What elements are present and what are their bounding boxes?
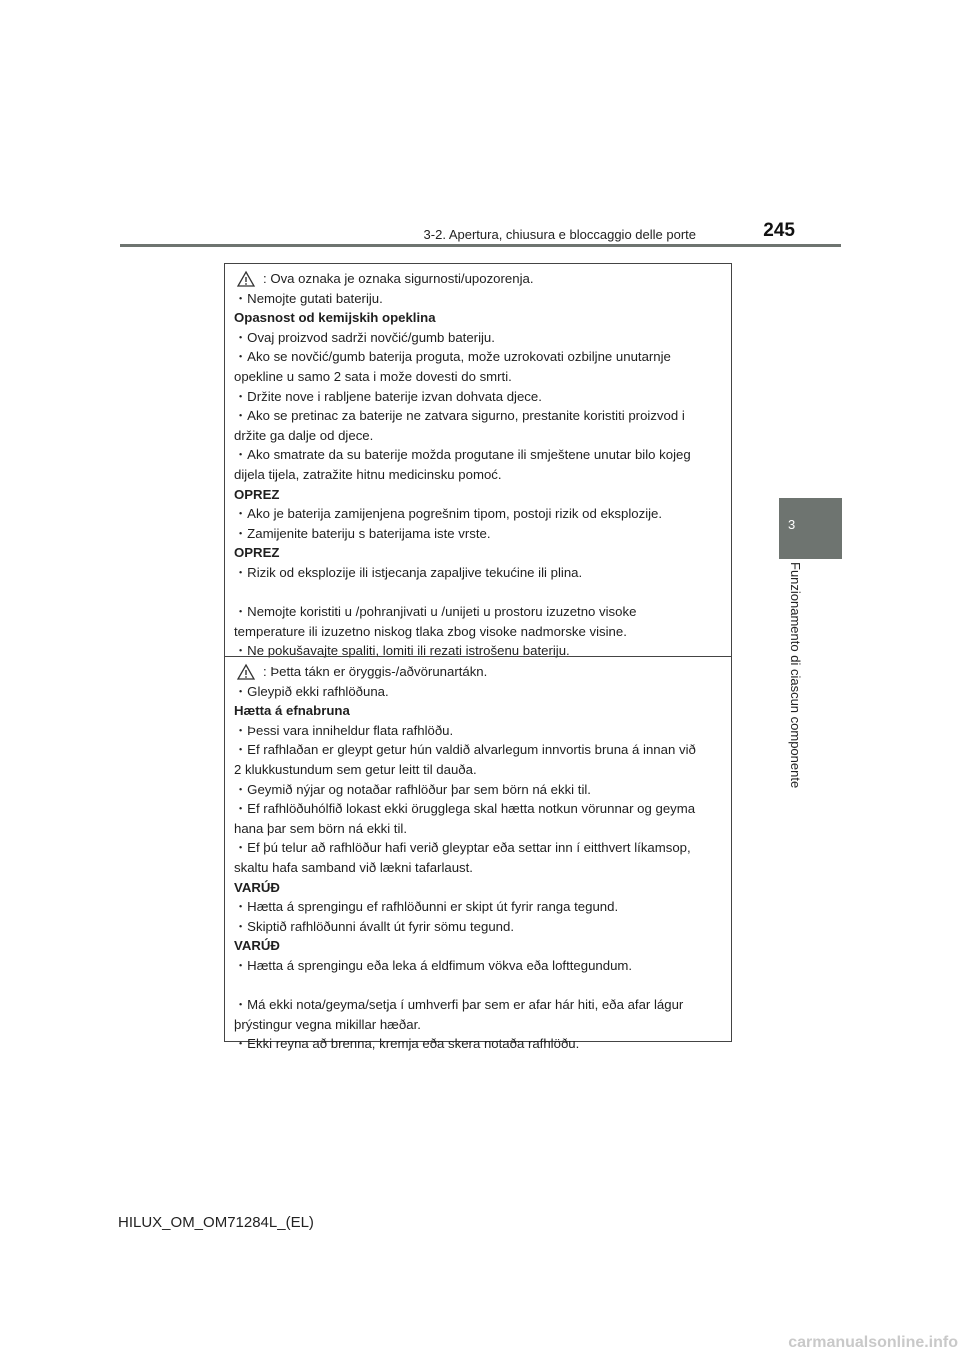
warning-text-line: ・Hætta á sprengingu eða leka á eldfimum vökva eða lofttegundum. [234,957,633,973]
warning-triangle-icon [237,271,255,287]
warning-text-line: ・Skiptið rafhlöðunni ávallt út fyrir sömu tegund. [234,918,515,934]
warning-text-line: skaltu hafa samband við lækni tafarlaust. [234,859,473,875]
warning-text-line: ・Ef rafhlöðuhólfið lokast ekki örugglega skal hætta notkun vörunnar og geyma [234,801,696,817]
warning-text-line: þrýstingur vegna mikillar hæðar. [234,1016,421,1032]
warning-text-line: ・Ovaj proizvod sadrži novčić/gumb bateriju. [234,329,495,345]
section-title: 3-2. Apertura, chiusura e bloccaggio delle porte [423,227,696,242]
warning-heading: OPREZ [234,486,280,502]
warning-header [234,662,721,682]
warning-text-line: ・Þessi vara inniheldur flata rafhlöðu. [234,722,454,738]
warning-text-line: ・Ef rafhlaðan er gleypt getur hún valdið alvarlegum innvortis bruna á innan við [234,742,696,758]
warning-heading: Opasnost od kemijskih opeklina [234,310,436,326]
warning-text-line: ・Ako se pretinac za baterije ne zatvara sigurno, prestanite koristiti proizvod i [234,408,685,424]
warning-text-line: ・Geymið nýjar og notaðar rafhlöður þar sem börn ná ekki til. [234,781,591,797]
warning-text-line: ・Zamijenite bateriju s baterijama iste vrste. [234,525,491,541]
document-code: HILUX_OM_OM71284L_(EL) [118,1214,314,1231]
warning-text-line: 2 klukkustundum sem getur leitt til dauða. [234,761,477,777]
warning-heading: VARÚÐ [234,879,280,895]
warning-text-line: ・Rizik od eksplozije ili istjecanja zapaljive tekućine ili plina. [234,564,583,580]
warning-text-line: ・Ako je baterija zamijenjena pogrešnim tipom, postoji rizik od eksplozije. [234,506,663,522]
warning-text-line: hana þar sem börn ná ekki til. [234,820,407,836]
warning-text-line: ・Ne pokušavajte spaliti, lomiti ili rezati istrošenu bateriju. [234,643,570,659]
warning-text-line: ・Hætta á sprengingu ef rafhlöðunni er skipt út fyrir ranga tegund. [234,899,619,915]
warning-text-line: ・Nemojte gutati bateriju. [234,290,383,306]
watermark: carmanualsonline.info [788,1334,958,1351]
warning-text-line: ・Má ekki nota/geyma/setja í umhverfi þar sem er afar hár hiti, eða afar lágur [234,997,684,1013]
croatian-warning-panel [225,264,731,659]
warning-label: : Þetta tákn er öryggis-/aðvörunartákn. [263,664,488,679]
warning-text-line: ・Ekki reyna að brenna, kremja eða skera notaða rafhlöðu. [234,1036,580,1052]
chapter-number: 3 [788,517,796,532]
warning-text-line: temperature ili izuzetno niskog tlaka zbog visoke nadmorske visine. [234,623,627,639]
warning-text-line: opekline u samo 2 sata i može dovesti do smrti. [234,368,512,384]
warning-text-line [234,976,721,996]
warning-text-line: držite ga dalje od djece. [234,427,374,443]
warning-triangle-icon [237,664,255,680]
warning-heading: OPREZ [234,545,280,561]
warning-text-line: ・Ef þú telur að rafhlöður hafi verið gleyptar eða settar inn í eitthvert líkamsop, [234,840,691,856]
warning-text-line: dijela tijela, zatražite hitnu medicinsku pomoć. [234,466,502,482]
warning-text-line: ・Nemojte koristiti u /pohranjivati u /unijeti u prostoru izuzetno visoke [234,604,637,620]
battery-warning-box [224,263,732,1052]
warning-text-line: ・Držite nove i rabljene baterije izvan dohvata djece. [234,388,542,404]
icelandic-warning-panel [225,656,731,1052]
page-number: 245 [763,220,795,241]
warning-heading: Hætta á efnabruna [234,703,350,719]
header-rule [120,244,841,247]
warning-heading: VARÚÐ [234,938,280,954]
chapter-side-label: Funzionamento di ciascun componente [788,562,803,789]
warning-text-line: ・Ako se novčić/gumb baterija proguta, može uzrokovati ozbiljne unutarnje [234,349,671,365]
warning-text-line [234,583,721,603]
warning-label: : Ova oznaka je oznaka sigurnosti/upozorenja. [263,271,534,286]
warning-text-line: ・Gleypið ekki rafhlöðuna. [234,683,389,699]
warning-header [234,269,721,289]
warning-text-line: ・Ako smatrate da su baterije možda progutane ili smještene unutar bilo kojeg [234,447,691,463]
